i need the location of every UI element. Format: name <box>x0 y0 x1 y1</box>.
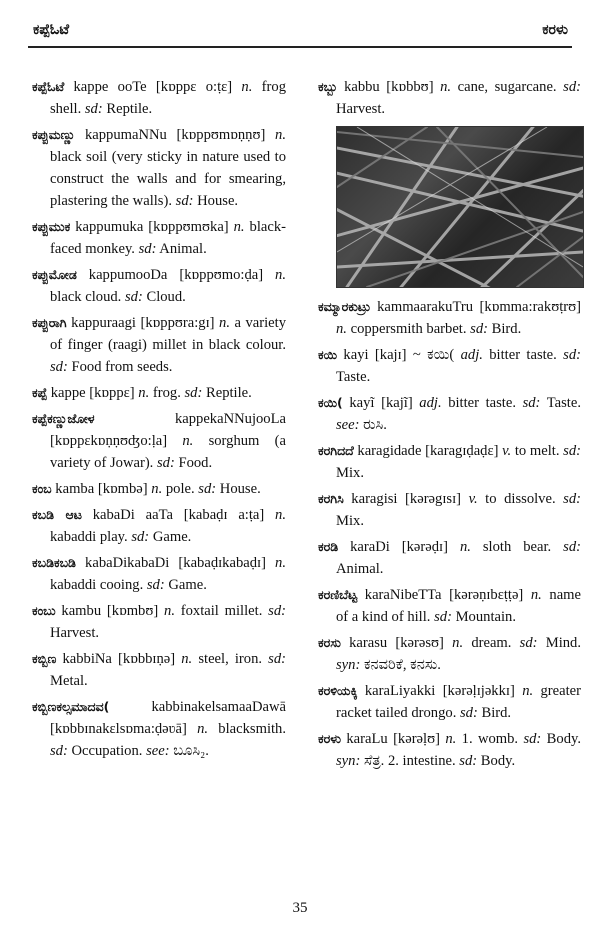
semantic-domain-label: sd: <box>563 443 582 459</box>
headword-kannada: ಕಂಬು <box>32 603 56 618</box>
part-of-speech: n. <box>275 555 286 571</box>
semantic-domain: Occupation. <box>67 743 147 759</box>
semantic-domain-label: sd: <box>50 359 68 375</box>
dictionary-entry <box>32 312 286 378</box>
semantic-domain-label: sd: <box>519 635 538 651</box>
transliteration: kappe [kɒppɛ] <box>47 385 139 401</box>
semantic-domain-label: sd: <box>460 705 478 721</box>
headword-kannada: ಕರಣಿಬೆಟ್ಟ <box>318 587 358 602</box>
headword-kannada: ಕಯಿ( <box>318 395 343 410</box>
part-of-speech: n. <box>138 385 150 401</box>
dictionary-entry <box>32 216 286 260</box>
dictionary-entry <box>32 124 286 212</box>
transliteration: karaLiyakki [kərəḷɪjəkkɪ] <box>357 683 523 699</box>
header-rule <box>28 46 572 48</box>
part-of-speech: v. <box>502 443 512 459</box>
transliteration: karaLu [kərəḷʊ] <box>341 731 446 747</box>
dictionary-entry <box>318 488 581 532</box>
dictionary-entry <box>318 728 581 772</box>
transliteration: kappumaNNu [kɒppʊmɒṇṇʊ] <box>75 127 276 143</box>
cross-reference-label: see: <box>336 417 360 433</box>
semantic-domain: Metal. <box>50 673 88 689</box>
dictionary-entry <box>32 600 286 644</box>
part-of-speech: n. <box>275 127 286 143</box>
cross-reference: ಕನವರಿಕೆ, ಕನಸು. <box>360 657 441 673</box>
sugarcane-stalks-image <box>337 127 583 287</box>
transliteration: kabaDikabaDi [kabaḍɪkabaḍɪ] <box>75 555 276 571</box>
part-of-speech: n. <box>530 587 542 603</box>
page-number: 35 <box>292 900 308 916</box>
semantic-domain-label: sd: <box>146 577 165 593</box>
definition: frog shell. <box>50 79 286 117</box>
headword-kannada: ಕಪ್ಪೆಓಟೆ <box>32 79 65 94</box>
part-of-speech: n. <box>336 321 347 337</box>
headword-kannada: ಕಬಡಿಕಬಡಿ <box>32 555 76 570</box>
semantic-domain: Game. <box>164 577 207 593</box>
semantic-domain-label: sd: <box>563 79 581 95</box>
part-of-speech: adj. <box>419 395 442 411</box>
transliteration: kabbiNa [kɒbbɪṇə] <box>56 651 182 667</box>
part-of-speech: n. <box>445 731 457 747</box>
semantic-domain: Harvest. <box>336 101 386 117</box>
dictionary-entry <box>318 392 581 436</box>
transliteration: kammaarakuTru [kɒmma:rakʊṭrʊ] <box>370 299 581 315</box>
headword-kannada: ಕಪ್ಪೆಕಣ್ಣುಜೋಳ <box>32 411 95 426</box>
part-of-speech: n. <box>197 721 209 737</box>
semantic-domain-label: sd: <box>50 743 68 759</box>
headword-kannada: ಕಂಬ <box>32 481 52 496</box>
definition: sloth bear. <box>470 539 564 555</box>
transliteration: kappumuka [kɒppʊmʊka] <box>70 219 234 235</box>
definition: steel, iron. <box>192 651 269 667</box>
semantic-domain: Mix. <box>336 465 364 481</box>
definition: kabaddi play. <box>50 529 132 545</box>
dictionary-entry <box>32 76 286 120</box>
dictionary-entry <box>32 264 286 308</box>
semantic-domain: House. <box>193 193 239 209</box>
dictionary-entry <box>32 408 286 474</box>
headword-kannada: ಕಮ್ಮಾರಕುಟ್ರು <box>318 299 371 314</box>
definition: a variety of finger (raagi) millet in black colour. <box>50 315 286 353</box>
transliteration: kappumooDa [kɒppʊmo:ḍa] <box>76 267 276 283</box>
definition: sorghum (a variety of Jowar). <box>50 433 286 471</box>
semantic-domain-label: sd: <box>138 241 157 257</box>
dictionary-entry <box>318 296 581 340</box>
semantic-domain-label: sd: <box>124 289 143 305</box>
headword-kannada: ಕರಗಿದದೆ <box>318 443 354 458</box>
part-of-speech: adj. <box>460 347 483 363</box>
cross-reference: ರುಸಿ. <box>359 417 387 433</box>
headword-kannada: ಕಪ್ಪುಮಣ್ಣು <box>32 127 76 142</box>
semantic-domain: Food from seeds. <box>67 359 173 375</box>
semantic-domain: House. <box>216 481 261 497</box>
semantic-domain-label: sd: <box>156 455 175 471</box>
definition: black-faced monkey. <box>50 219 286 257</box>
semantic-domain-label: sd: <box>470 321 488 337</box>
part-of-speech: n. <box>275 507 286 523</box>
running-header-left: ಕಪ್ಪೆಓಟೆ <box>33 22 70 38</box>
semantic-domain: Game. <box>149 529 192 545</box>
definition: kabaddi cooing. <box>50 577 147 593</box>
semantic-domain-label: sd: <box>131 529 150 545</box>
semantic-domain-label: sd: <box>523 731 542 747</box>
dictionary-entry <box>318 536 581 580</box>
headword-kannada: ಕರಡಿ <box>318 539 339 554</box>
headword-kannada: ಕರಳಿಯಕ್ಕಿ <box>318 683 358 698</box>
definition: to dissolve. <box>477 491 564 507</box>
semantic-domain: Bird. <box>488 321 522 337</box>
dictionary-entry <box>32 696 286 762</box>
semantic-domain-label: sd: <box>184 385 203 401</box>
right-column <box>318 76 581 776</box>
semantic-domain-label: sd: <box>175 193 194 209</box>
dictionary-entry <box>318 344 581 388</box>
definition: cane, sugarcane. <box>451 79 564 95</box>
semantic-domain: Animal. <box>156 241 207 257</box>
dictionary-entry <box>32 648 286 692</box>
transliteration: karaNibeTTa [kərəṇɪbɛṭṭə] <box>357 587 531 603</box>
semantic-domain-label: sd: <box>198 481 217 497</box>
cross-reference: ಸೆತ್ರ. 2. intestine. <box>360 753 460 769</box>
dictionary-entry <box>318 440 581 484</box>
headword-kannada: ಕಪ್ಪುರಾಗಿ <box>32 315 67 330</box>
definition: frog. <box>149 385 185 401</box>
transliteration: kappekaNNujooLa [kɒppɛkɒṇṇʊʤo:ḷa] <box>50 411 286 449</box>
transliteration: karasu [kərəsʊ] <box>340 635 453 651</box>
part-of-speech: n. <box>440 79 452 95</box>
headword-kannada: ಕಬಡಿ ಆಟ <box>32 507 82 522</box>
transliteration: kappuraagi [kɒppʊra:gɪ] <box>66 315 220 331</box>
semantic-domain: Reptile. <box>202 385 252 401</box>
semantic-domain-label: sd: <box>563 347 582 363</box>
semantic-domain: Animal. <box>336 561 384 577</box>
dictionary-entry <box>318 76 581 120</box>
dictionary-entry <box>318 680 581 724</box>
definition: black soil (very sticky in nature used to construct the walls and for smearing, plastering the walls). <box>50 149 286 209</box>
transliteration: kayi [kajɪ] ~ ಕಯಿ( <box>337 347 461 363</box>
definition: name of a kind of hill. <box>336 587 581 625</box>
semantic-domain-label: sd: <box>563 491 582 507</box>
cross-reference-label: syn: <box>336 657 361 673</box>
semantic-domain-label: sd: <box>563 539 581 555</box>
semantic-domain: Reptile. <box>102 101 153 117</box>
transliteration: kabbinakelsamaaDawā [kɒbbɪnakɛlsɒma:ḍəʋā] <box>50 699 286 737</box>
semantic-domain: Food. <box>174 455 213 471</box>
transliteration: kabbu [kɒbbʊ] <box>337 79 441 95</box>
running-header-right: ಕರಳು <box>542 22 568 38</box>
headword-kannada: ಕರಳು <box>318 731 342 746</box>
headword-kannada: ಕಯಿ <box>318 347 338 362</box>
definition: bitter taste. <box>441 395 523 411</box>
cross-reference-label: see: <box>146 743 170 759</box>
semantic-domain: Mountain. <box>451 609 516 625</box>
transliteration: karagisi [kərəgɪsɪ] <box>343 491 469 507</box>
part-of-speech: n. <box>522 683 534 699</box>
semantic-domain: Mind. <box>537 635 581 651</box>
semantic-domain: Taste. <box>336 369 371 385</box>
definition: greater racket tailed drongo. <box>336 683 581 721</box>
semantic-domain: Harvest. <box>50 625 100 641</box>
headword-kannada: ಕಬ್ಬಿಣಕಲ್ಸಮಾದವ( <box>32 699 110 714</box>
definition: blacksmith. <box>208 721 286 737</box>
definition: coppersmith barbet. <box>346 321 471 337</box>
transliteration: kamba [kɒmbə] <box>51 481 152 497</box>
sugarcane-photo <box>336 126 584 288</box>
transliteration: karaDi [kərəḍɪ] <box>338 539 460 555</box>
semantic-domain: Mix. <box>336 513 364 529</box>
headword-kannada: ಕಬ್ಬಿಣ <box>32 651 57 666</box>
headword-kannada: ಕಬ್ಬು <box>318 79 338 94</box>
transliteration: karagidade [karagɪḍaḍɛ] <box>353 443 503 459</box>
semantic-domain-label: sd: <box>268 651 286 667</box>
dictionary-entry <box>32 552 286 596</box>
part-of-speech: n. <box>459 539 471 555</box>
dictionary-entry <box>318 584 581 628</box>
definition: dream. <box>463 635 520 651</box>
part-of-speech: v. <box>468 491 478 507</box>
semantic-domain-label: sd: <box>459 753 478 769</box>
part-of-speech: n. <box>452 635 464 651</box>
definition: pole. <box>162 481 199 497</box>
part-of-speech: n. <box>275 267 286 283</box>
semantic-domain-label: sd: <box>268 603 286 619</box>
definition: to melt. <box>511 443 564 459</box>
dictionary-entry <box>32 382 286 404</box>
part-of-speech: n. <box>233 219 245 235</box>
semantic-domain: Taste. <box>540 395 581 411</box>
semantic-domain: Cloud. <box>142 289 186 305</box>
left-column <box>32 76 286 766</box>
transliteration: kayĩ [kajĩ] <box>342 395 420 411</box>
definition: black cloud. <box>50 289 125 305</box>
part-of-speech: n. <box>181 651 193 667</box>
semantic-domain: Bird. <box>477 705 512 721</box>
headword-kannada: ಕರಸು <box>318 635 341 650</box>
part-of-speech: n. <box>151 481 163 497</box>
transliteration: kappe ooTe [kɒppɛ o:ṭɛ] <box>64 79 242 95</box>
semantic-domain: Body. <box>477 753 516 769</box>
dictionary-entry <box>318 632 581 676</box>
semantic-domain-label: sd: <box>84 101 103 117</box>
semantic-domain-label: sd: <box>434 609 452 625</box>
dictionary-entry <box>32 478 286 500</box>
part-of-speech: n. <box>182 433 194 449</box>
transliteration: kabaDi aaTa [kabaḍɪ a:ṭa] <box>81 507 276 523</box>
transliteration: kambu [kɒmbʊ] <box>55 603 165 619</box>
headword-kannada: ಕಪ್ಪುಮೋಡ <box>32 267 77 282</box>
semantic-domain-label: sd: <box>522 395 541 411</box>
semantic-domain: Body. <box>541 731 581 747</box>
definition: 1. womb. <box>456 731 524 747</box>
part-of-speech: n. <box>241 79 253 95</box>
headword-kannada: ಕರಗಿಸಿ <box>318 491 344 506</box>
part-of-speech: n. <box>219 315 230 331</box>
dictionary-entry <box>32 504 286 548</box>
cross-reference-label: syn: <box>336 753 361 769</box>
definition: bitter taste. <box>482 347 564 363</box>
cross-reference: ಬೂಸಿ₂. <box>169 743 209 759</box>
definition: foxtail millet. <box>174 603 269 619</box>
headword-kannada: ಕಪ್ಪುಮುಕ <box>32 219 71 234</box>
part-of-speech: n. <box>164 603 175 619</box>
headword-kannada: ಕಪ್ಪೆ <box>32 385 48 400</box>
